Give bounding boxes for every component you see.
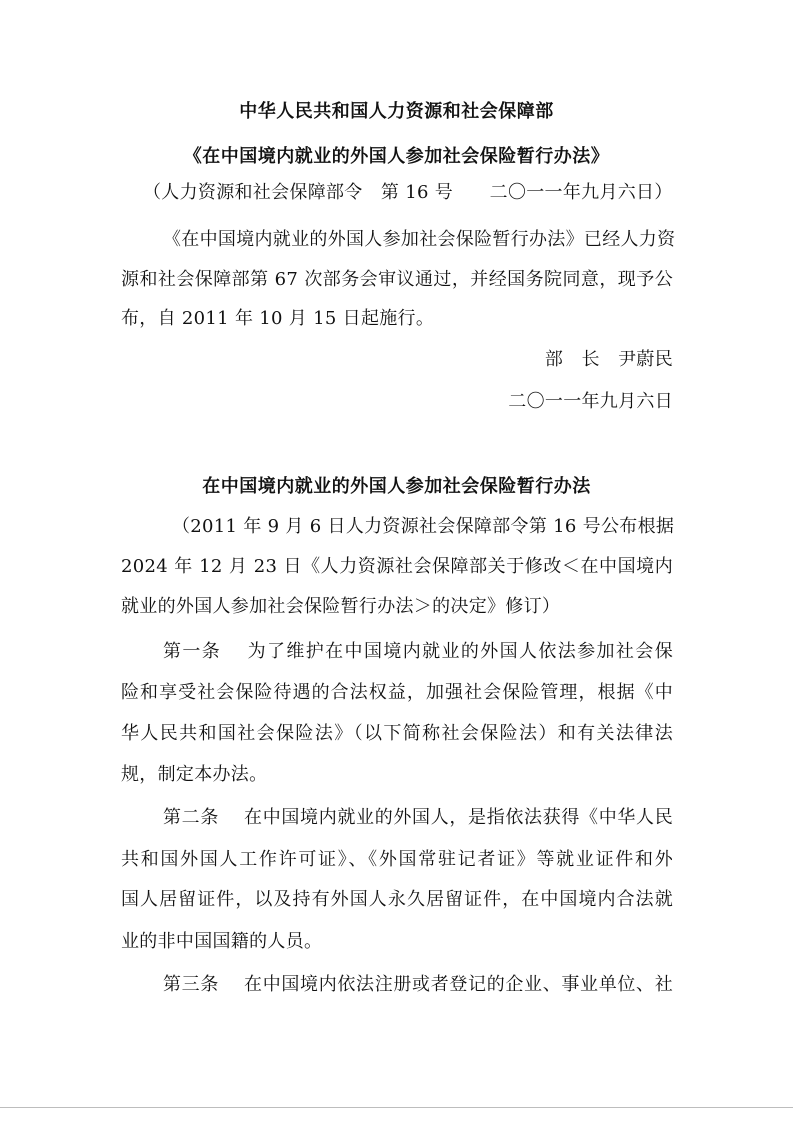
article-2-line: 业的非中国国籍的人员。 — [121, 931, 323, 952]
page-bottom-divider — [0, 1107, 793, 1108]
revision-note-line: 2024 年 12 月 23 日《人力资源社会保障部关于修改＜在中国境内 — [121, 556, 673, 577]
ministry-title: 中华人民共和国人力资源和社会保障部 — [239, 101, 554, 122]
article-3-line: 第三条 在中国境内依法注册或者登记的企业、事业单位、社 — [163, 974, 673, 995]
article-1-line: 险和享受社会保险待遇的合法权益，加强社会保险管理，根据《中 — [121, 682, 673, 703]
preamble-line: 《在中国境内就业的外国人参加社会保险暂行办法》已经人力资 — [163, 229, 676, 250]
article-2-line: 共和国外国人工作许可证》、《外国常驻记者证》等就业证件和外 — [121, 849, 673, 870]
article-2-line: 第二条 在中国境内就业的外国人，是指依法获得《中华人民 — [163, 807, 673, 828]
preamble-line: 布，自 2011 年 10 月 15 日起施行。 — [121, 308, 435, 329]
article-1-line: 规，制定本办法。 — [121, 764, 268, 785]
revision-note-line: 就业的外国人参加社会保险暂行办法＞的决定》修订） — [121, 596, 561, 617]
preamble-line: 源和社会保障部第 67 次部务会审议通过，并经国务院同意，现予公 — [121, 269, 673, 290]
regulation-title-quoted: 《在中国境内就业的外国人参加社会保险暂行办法》 — [183, 146, 610, 167]
signature: 部 长 尹蔚民 — [544, 349, 673, 370]
signature-date: 二〇一一年九月六日 — [508, 391, 673, 412]
article-2-line: 国人居留证件，以及持有外国人永久居留证件，在中国境内合法就 — [121, 889, 673, 910]
decree-info: （人力资源和社会保障部令 第 16 号 二〇一一年九月六日） — [143, 182, 673, 203]
revision-note-line: （2011 年 9 月 6 日人力资源社会保障部令第 16 号公布根据 — [172, 516, 675, 537]
article-1-line: 第一条 为了维护在中国境内就业的外国人依法参加社会保 — [163, 641, 673, 662]
article-1-line: 华人民共和国社会保险法》（以下简称社会保险法）和有关法律法 — [121, 723, 673, 744]
regulation-title: 在中国境内就业的外国人参加社会保险暂行办法 — [202, 476, 591, 497]
